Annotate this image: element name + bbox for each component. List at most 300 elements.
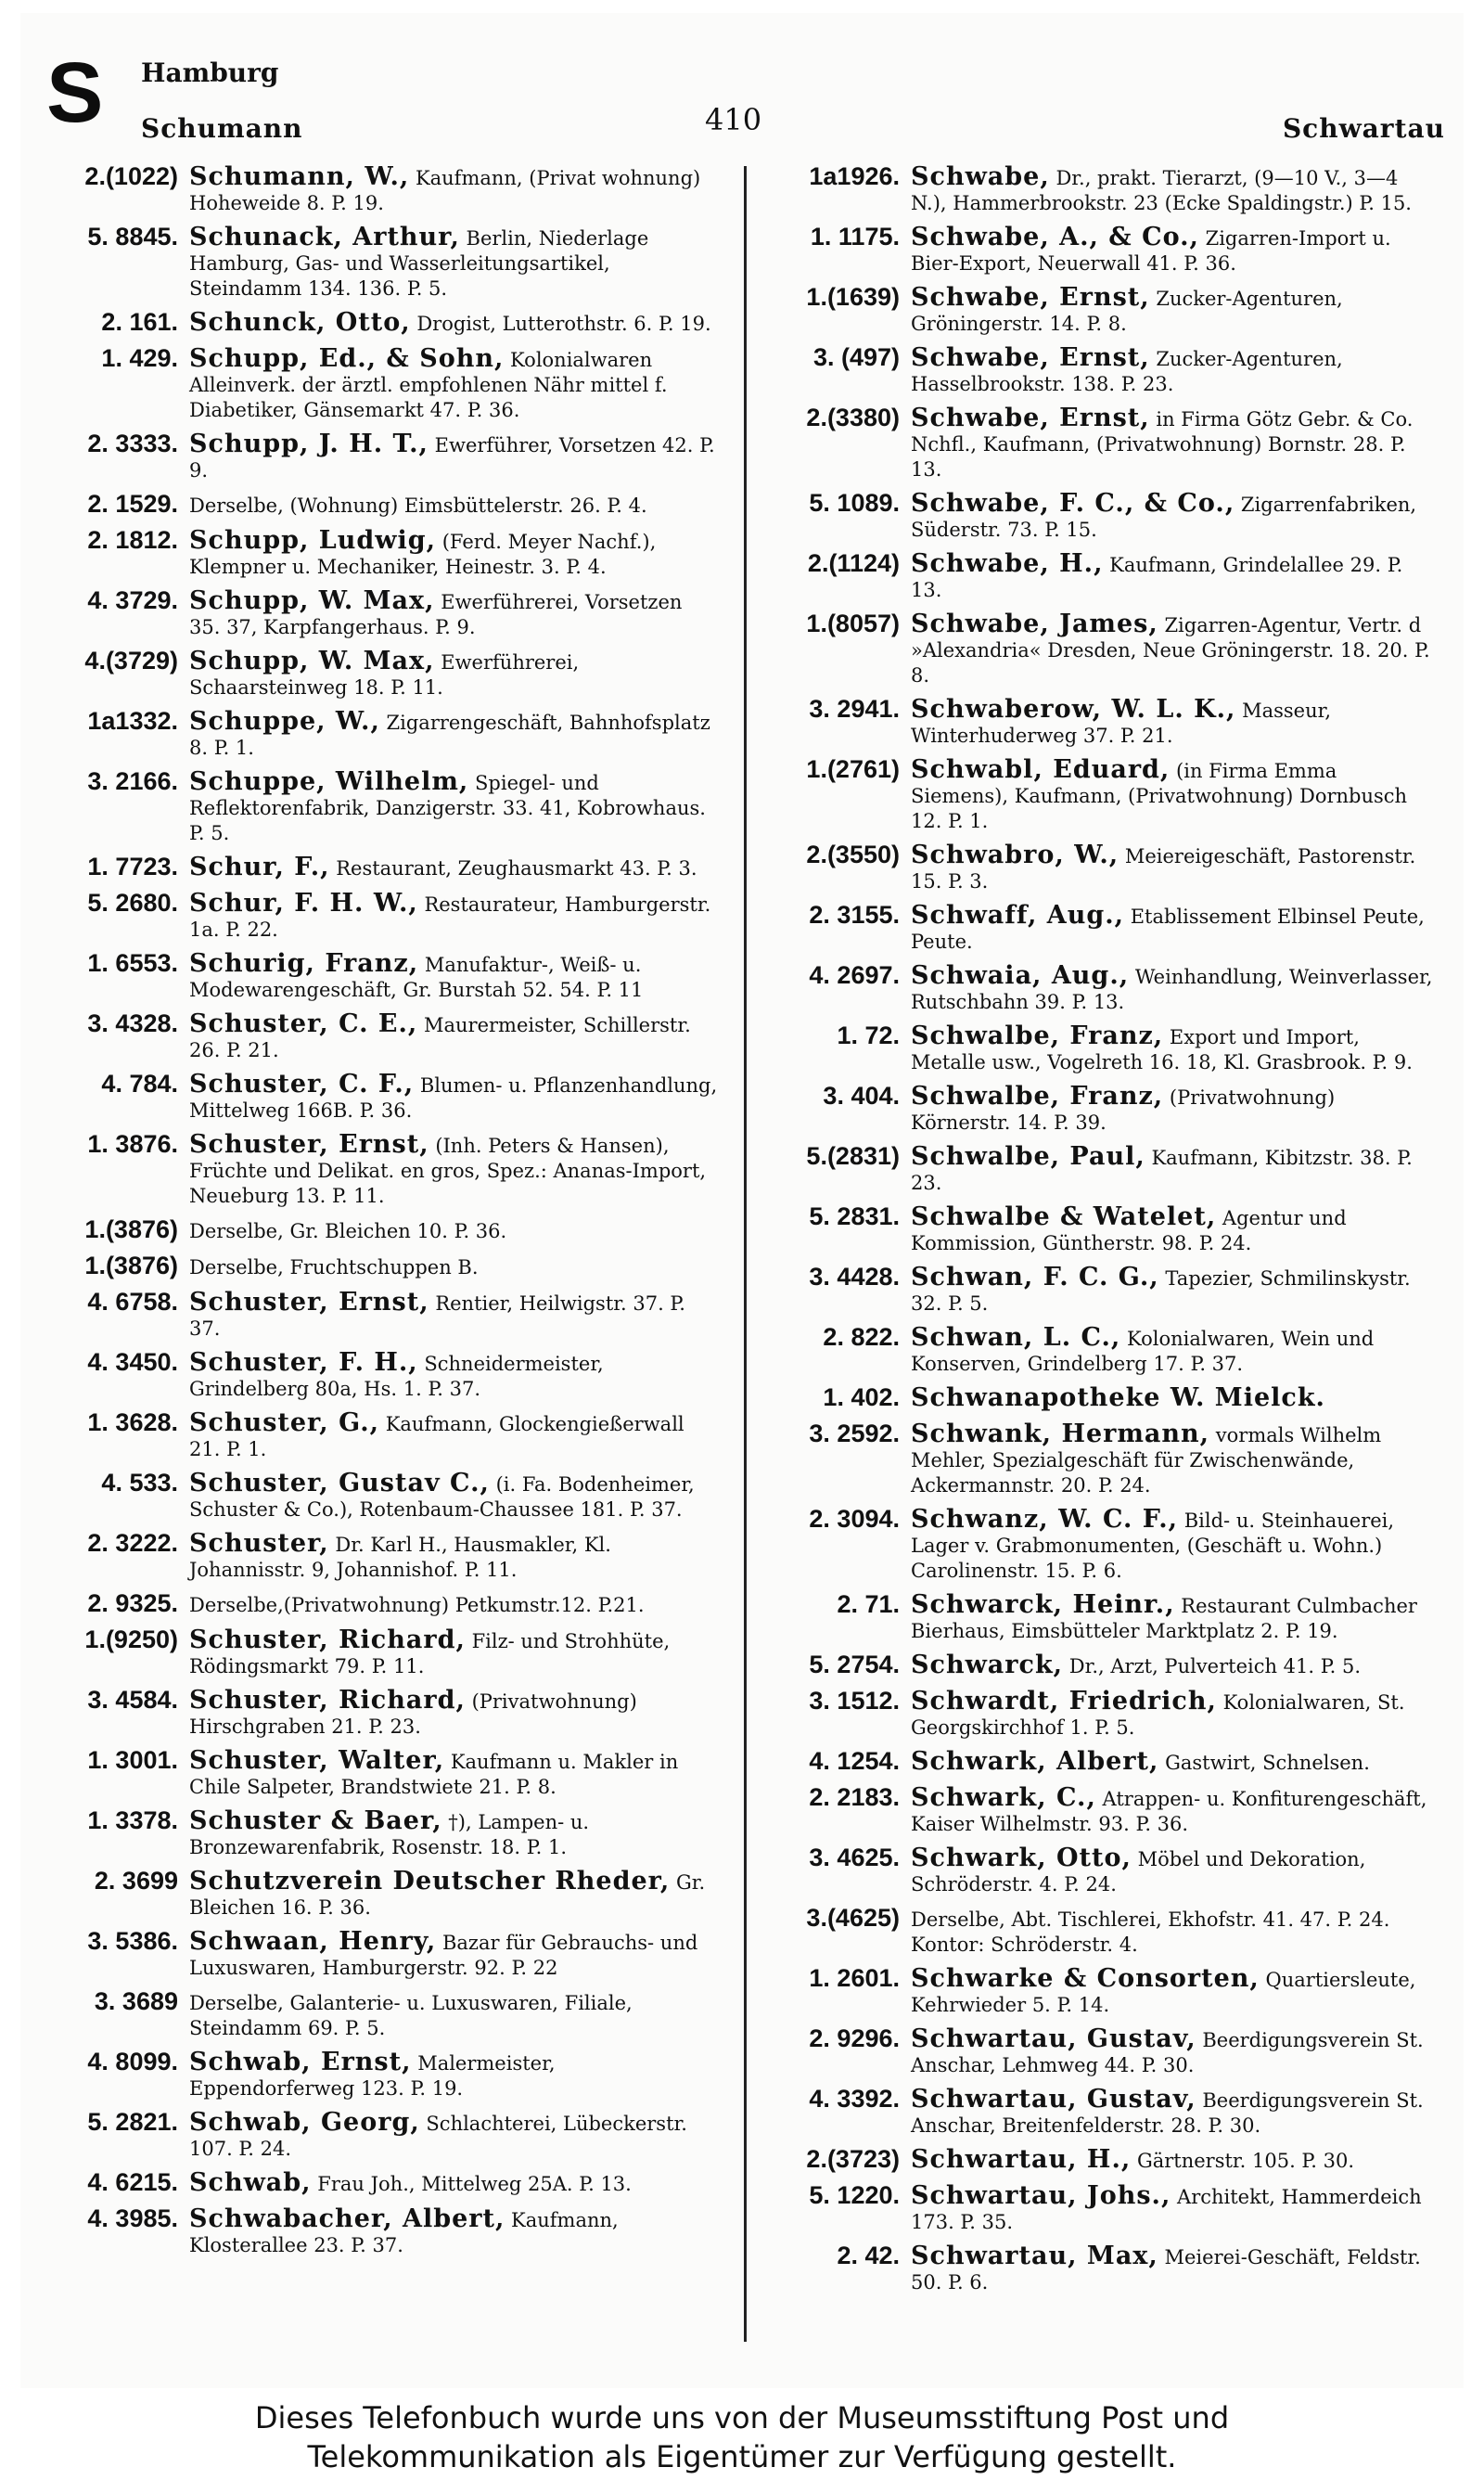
directory-entry	[762, 548, 1439, 603]
phone-number: 5. 2821.	[87, 2108, 178, 2136]
entry-name: Schwabe, Ernst,	[911, 404, 1150, 432]
directory-entry	[762, 2241, 1439, 2295]
entry-name: Schwartau, H.,	[911, 2145, 1132, 2174]
phone-number: 2.(1022)	[84, 162, 178, 190]
entry-name: Schwarck,	[911, 1651, 1064, 1679]
phone-number: 5. 2831.	[809, 1202, 900, 1230]
entry-details: Beerdigungsverein St. Anschar, Lehmweg 44. P. 30.	[911, 2029, 1424, 2076]
header-city: Hamburg	[141, 58, 279, 88]
entry-details: Derselbe, Galanterie- u. Luxuswaren, Filiale, Steindamm 69. P. 5.	[189, 1992, 633, 2039]
entry-name: Schwabe, A., & Co.,	[911, 223, 1199, 251]
directory-entry	[762, 1782, 1439, 1837]
phone-number: 1. 402.	[823, 1383, 900, 1411]
entry-name: Schwan, L. C.,	[911, 1323, 1121, 1352]
phone-number: 5. 8845.	[87, 223, 178, 251]
entry-name: Schunck, Otto,	[189, 308, 411, 337]
entry-text	[911, 1504, 1439, 1584]
phone-number: 1. 1175.	[810, 223, 900, 251]
directory-entry	[762, 161, 1439, 216]
entry-name: Schuster & Baer,	[189, 1806, 442, 1835]
entry-text	[911, 548, 1439, 603]
entry-details: Zigarrenfabriken, Süderstr. 73. P. 15.	[911, 494, 1417, 541]
directory-entry	[41, 948, 718, 1003]
phone-number: 4. 6215.	[87, 2168, 178, 2196]
entry-details: Dr., Arzt, Pulverteich 41. P. 5.	[1068, 1655, 1362, 1677]
entry-details: Derselbe,(Privatwohnung) Petkumstr.12. P.21.	[189, 1594, 645, 1616]
entry-details: (Privatwohnung) Körnerstr. 14. P. 39.	[911, 1086, 1336, 1134]
entry-text	[911, 1081, 1439, 1136]
entry-name: Schuster, C. F.,	[189, 1070, 415, 1099]
entry-text	[911, 1746, 1439, 1776]
entry-text	[189, 1129, 718, 1209]
phone-number: 1. 3628.	[87, 1408, 178, 1436]
entry-details: Kaufmann, Kibitzstr. 38. P. 23.	[911, 1147, 1413, 1194]
entry-details: Restaurant Culmbacher Bierhaus, Eimsbütteler Marktplatz 2. P. 19.	[911, 1595, 1417, 1642]
entry-text	[189, 2167, 718, 2197]
entry-details: Restaurateur, Hamburgerstr. 1a. P. 22.	[189, 893, 711, 941]
phone-number: 3. 4328.	[87, 1009, 178, 1037]
directory-entry	[41, 1528, 718, 1583]
directory-entry	[762, 1650, 1439, 1680]
entry-name: Schunack, Arthur,	[189, 223, 460, 251]
phone-number: 3. 2592.	[809, 1420, 900, 1447]
entry-details: Restaurant, Zeughausmarkt 43. P. 3.	[336, 857, 697, 880]
directory-entry	[762, 1746, 1439, 1777]
entry-text	[189, 852, 718, 881]
entry-text	[911, 900, 1439, 955]
entry-text	[189, 1588, 718, 1618]
entry-text	[911, 2144, 1439, 2174]
phone-number: 2.(3380)	[806, 404, 900, 431]
entry-name: Schuster, Ernst,	[189, 1130, 429, 1159]
entry-details: Malermeister, Eppendorferweg 123. P. 19.	[189, 2052, 556, 2100]
entry-text	[911, 754, 1439, 834]
right-column	[762, 161, 1439, 2301]
entry-text	[189, 1069, 718, 1124]
entry-name: Schwartau, Gustav,	[911, 2085, 1196, 2114]
entry-text	[189, 161, 718, 216]
entry-text	[189, 1468, 718, 1523]
entry-details: Derselbe, Gr. Bleichen 10. P. 36.	[189, 1220, 507, 1242]
phone-number: 4. 3392.	[809, 2085, 900, 2113]
phone-number: 2.(1124)	[807, 549, 900, 577]
phone-number: 3. 3689	[94, 1987, 178, 2015]
entry-name: Schuster,	[189, 1529, 329, 1558]
directory-entry	[41, 1129, 718, 1209]
phone-number: 4. 6758.	[87, 1288, 178, 1316]
directory-entry	[762, 1081, 1439, 1136]
directory-entry	[41, 766, 718, 846]
entry-text	[189, 1685, 718, 1740]
entry-text	[911, 2180, 1439, 2235]
entry-name: Schupp, Ed., & Sohn,	[189, 344, 505, 373]
entry-details: Export und Import, Metalle usw., Vogelreth 16. 18, Kl. Grasbrook. P. 9.	[911, 1026, 1413, 1073]
phone-number: 1. 3876.	[87, 1130, 178, 1158]
entry-text	[911, 1843, 1439, 1897]
phone-number: 1. 3001.	[87, 1746, 178, 1774]
entry-name: Schupp, J. H. T.,	[189, 430, 429, 458]
entry-name: Schwab, Ernst,	[189, 2048, 412, 2076]
entry-details: Kolonialwaren, Wein und Konserven, Grindelberg 17. P. 37.	[911, 1328, 1375, 1375]
entry-text	[189, 489, 718, 519]
header-last-name: Schwartau	[1282, 113, 1445, 144]
entry-name: Schuster, Gustav C.,	[189, 1469, 490, 1497]
directory-entry	[762, 1201, 1439, 1256]
phone-number: 1. 72.	[837, 1022, 900, 1049]
entry-details: (in Firma Emma Siemens), Kaufmann, (Privatwohnung) Dornbusch 12. P. 1.	[911, 760, 1408, 832]
entry-details: Zigarren-Import u. Bier-Export, Neuerwall 41. P. 36.	[911, 227, 1391, 275]
entry-text	[911, 609, 1439, 688]
entry-text	[911, 2024, 1439, 2078]
phone-number: 2. 3699	[94, 1867, 178, 1895]
directory-entry	[41, 2047, 718, 2101]
entry-name: Schupp, W. Max,	[189, 647, 435, 675]
entry-text	[911, 1021, 1439, 1075]
entry-text	[911, 840, 1439, 894]
phone-number: 2. 161.	[101, 308, 178, 336]
entry-text	[911, 1589, 1439, 1644]
directory-entry	[762, 840, 1439, 894]
phone-number: 3. 4584.	[87, 1686, 178, 1714]
phone-number: 2. 1812.	[87, 526, 178, 554]
entry-name: Schwanapotheke W. Mielck.	[911, 1383, 1325, 1412]
entry-name: Schwalbe, Franz,	[911, 1022, 1164, 1050]
directory-entry	[762, 1021, 1439, 1075]
phone-number: 4.(3729)	[84, 647, 178, 675]
entry-text	[911, 161, 1439, 216]
directory-entry	[41, 1251, 718, 1281]
phone-number: 1. 429.	[101, 344, 178, 372]
phone-number: 2.(3723)	[806, 2145, 900, 2173]
entry-name: Schwartau, Max,	[911, 2242, 1158, 2270]
entry-details: Blumen- u. Pflanzenhandlung, Mittelweg 166B. P. 36.	[189, 1074, 718, 1122]
phone-number: 5. 1089.	[809, 489, 900, 517]
section-letter: S	[46, 45, 104, 140]
directory-entry	[41, 1468, 718, 1523]
entry-text	[189, 1625, 718, 1679]
entry-text	[911, 1650, 1439, 1679]
phone-number: 1. 2601.	[809, 1964, 900, 1992]
directory-entry	[762, 1262, 1439, 1317]
entry-details: Schlachterei, Lübeckerstr. 107. P. 24.	[189, 2113, 687, 2160]
entry-name: Schwabe,	[911, 162, 1050, 191]
entry-details: Filz- und Strohhüte, Rödingsmarkt 79. P. 11.	[189, 1630, 671, 1677]
entry-text	[911, 1782, 1439, 1837]
directory-entry	[762, 694, 1439, 749]
phone-number: 2. 1529.	[87, 490, 178, 518]
phone-number: 1.(2761)	[806, 755, 900, 783]
entry-text	[189, 1009, 718, 1063]
entry-text	[911, 1419, 1439, 1498]
directory-entry	[762, 1141, 1439, 1196]
entry-text	[189, 1745, 718, 1800]
directory-entry	[41, 852, 718, 882]
directory-entry	[41, 525, 718, 580]
entry-details: Dr., prakt. Tierarzt, (9—10 V., 3—4 N.), Hammerbrookstr. 23 (Ecke Spaldingstr.) P. 15.	[911, 167, 1412, 214]
entry-name: Schupp, W. Max,	[189, 586, 435, 615]
entry-text	[189, 1251, 718, 1280]
directory-entry	[41, 706, 718, 761]
entry-text	[911, 1963, 1439, 2018]
footer-line-1: Dieses Telefonbuch wurde uns von der Museumsstiftung Post und	[254, 2400, 1230, 2435]
entry-text	[911, 1201, 1439, 1256]
entry-text	[189, 1528, 718, 1583]
entry-text	[911, 1686, 1439, 1741]
entry-name: Schwardt, Friedrich,	[911, 1687, 1217, 1715]
phone-number: 4. 8099.	[87, 2048, 178, 2075]
directory-entry	[41, 343, 718, 423]
directory-page	[20, 13, 1464, 2388]
entry-text	[189, 2047, 718, 2101]
directory-entry	[41, 1685, 718, 1740]
entry-name: Schwark, Otto,	[911, 1844, 1132, 1872]
entry-name: Schwarck, Heinr.,	[911, 1590, 1175, 1619]
directory-entry	[41, 2107, 718, 2162]
phone-number: 3. 2166.	[87, 767, 178, 795]
entry-details: Quartiersleute, Kehrwieder 5. P. 14.	[911, 1969, 1416, 2016]
phone-number: 1.(9250)	[84, 1625, 178, 1653]
entry-text	[911, 403, 1439, 482]
entry-text	[189, 307, 718, 337]
phone-number: 1.(3876)	[84, 1252, 178, 1279]
entry-name: Schuster, Richard,	[189, 1686, 466, 1715]
entry-details: Architekt, Hammerdeich 173. P. 35.	[911, 2186, 1422, 2233]
phone-number: 4. 3729.	[87, 586, 178, 614]
entry-text	[189, 343, 718, 423]
entry-text	[911, 1141, 1439, 1196]
phone-number: 1. 6553.	[87, 949, 178, 977]
entry-details: Zucker-Agenturen, Gröningerstr. 14. P. 8.	[911, 288, 1343, 335]
directory-entry	[762, 2180, 1439, 2235]
entry-text	[189, 1805, 718, 1860]
footer-notice	[0, 2398, 1484, 2476]
phone-number: 2. 3094.	[809, 1505, 900, 1533]
entry-details: Gastwirt, Schnelsen.	[1165, 1752, 1370, 1774]
phone-number: 3. (497)	[812, 343, 900, 371]
directory-entry	[41, 646, 718, 700]
phone-number: 1. 3378.	[87, 1806, 178, 1834]
entry-details: (Privatwohnung) Hirschgraben 21. P. 23.	[189, 1690, 637, 1738]
phone-number: 1.(3876)	[84, 1215, 178, 1243]
entry-name: Schur, F.,	[189, 853, 330, 881]
entry-name: Schuster, C. E.,	[189, 1009, 418, 1038]
entry-name: Schwalbe & Watelet,	[911, 1202, 1217, 1231]
directory-entry	[762, 1903, 1439, 1958]
entry-details: Zigarrengeschäft, Bahnhofsplatz 8. P. 1.	[189, 712, 710, 759]
phone-number: 4. 3985.	[87, 2204, 178, 2232]
entry-name: Schuster, Richard,	[189, 1625, 466, 1654]
entry-text	[189, 2204, 718, 2258]
entry-name: Schuppe, W.,	[189, 707, 380, 736]
entry-details: Atrappen- u. Konfiturengeschäft, Kaiser Wilhelmstr. 93. P. 36.	[911, 1788, 1427, 1835]
entry-details: Tapezier, Schmilinskystr. 32. P. 5.	[911, 1267, 1411, 1315]
entry-details: Kaufmann, Grindelallee 29. P. 13.	[911, 554, 1403, 601]
entry-text	[911, 222, 1439, 276]
entry-details: Möbel und Dekoration, Schröderstr. 4. P. 24.	[911, 1848, 1366, 1895]
entry-name: Schwaan, Henry,	[189, 1927, 437, 1956]
entry-text	[911, 1322, 1439, 1377]
entry-details: Kolonialwaren Alleinverk. der ärztl. empfohlenen Nähr mittel f. Diabetiker, Gänsemarkt 47. P. 36.	[189, 349, 668, 421]
entry-details: Bild- u. Steinhauerei, Lager v. Grabmonumenten, (Geschäft u. Wohn.) Carolinenstr. 15. P. 6.	[911, 1510, 1395, 1582]
directory-entry	[41, 2204, 718, 2258]
directory-entry	[41, 161, 718, 216]
directory-entry	[41, 1407, 718, 1462]
directory-entry	[41, 1625, 718, 1679]
directory-entry	[762, 1686, 1439, 1741]
column-divider	[744, 166, 747, 2342]
entry-name: Schwaberow, W. L. K.,	[911, 695, 1236, 724]
phone-number: 2. 822.	[823, 1323, 900, 1351]
page-number: 410	[705, 102, 762, 137]
entry-details: Etablissement Elbinsel Peute, Peute.	[911, 906, 1425, 953]
entry-details: Meiereigeschäft, Pastorenstr. 15. P. 3.	[911, 845, 1416, 893]
entry-name: Schur, F. H. W.,	[189, 889, 418, 918]
directory-entry	[41, 1805, 718, 1860]
entry-text	[189, 525, 718, 580]
directory-entry	[41, 888, 718, 943]
phone-number: 2. 2183.	[809, 1783, 900, 1811]
directory-entry	[762, 403, 1439, 482]
phone-number: 1a1332.	[87, 707, 178, 735]
entry-name: Schwabe, Ernst,	[911, 343, 1150, 372]
entry-name: Schwab, Georg,	[189, 2108, 420, 2137]
footer-line-2: Telekommunikation als Eigentümer zur Verfügung gestellt.	[307, 2439, 1177, 2474]
entry-details: (Inh. Peters & Hansen), Früchte und Delikat. en gros, Spez.: Ananas-Import, Neueburg 13. P. 11.	[189, 1135, 707, 1207]
directory-entry	[41, 307, 718, 338]
directory-entry	[41, 222, 718, 302]
entry-text	[911, 1382, 1439, 1412]
directory-entry	[762, 900, 1439, 955]
entry-name: Schwan, F. C. G.,	[911, 1263, 1159, 1291]
phone-number: 2. 3155.	[809, 901, 900, 929]
entry-details: Maurermeister, Schillerstr. 26. P. 21.	[189, 1014, 691, 1061]
page-header	[20, 13, 1464, 152]
entry-details: Meierei-Geschäft, Feldstr. 50. P. 6.	[911, 2246, 1421, 2294]
phone-number: 3. 1512.	[809, 1687, 900, 1715]
entry-name: Schwalbe, Paul,	[911, 1142, 1145, 1171]
entry-name: Schwabro, W.,	[911, 841, 1119, 869]
phone-number: 5. 2680.	[87, 889, 178, 917]
directory-entry	[41, 1069, 718, 1124]
entry-details: Ewerführer, Vorsetzen 42. P. 9.	[189, 434, 715, 482]
phone-number: 3. 5386.	[87, 1927, 178, 1955]
entry-details: (i. Fa. Bodenheimer, Schuster & Co.), Rotenbaum-Chaussee 181. P. 37.	[189, 1473, 695, 1521]
directory-entry	[762, 2084, 1439, 2139]
entry-name: Schwartau, Johs.,	[911, 2181, 1171, 2210]
entry-details: Manufaktur-, Weiß- u. Modewarengeschäft, Gr. Burstah 52. 54. P. 11	[189, 954, 644, 1001]
entry-name: Schwabe, Ernst,	[911, 283, 1150, 312]
entry-details: Dr. Karl H., Hausmakler, Kl. Johannisstr. 9, Johannishof. P. 11.	[189, 1534, 611, 1581]
entry-details: Derselbe, Abt. Tischlerei, Ekhofstr. 41. 47. P. 24. Kontor: Schröderstr. 4.	[911, 1908, 1390, 1956]
directory-entry	[762, 960, 1439, 1015]
entry-details: Kaufmann, (Privat wohnung) Hoheweide 8. P. 19.	[189, 167, 701, 214]
entry-text	[189, 948, 718, 1003]
phone-number: 1.(1639)	[806, 283, 900, 311]
entry-text	[189, 646, 718, 700]
entry-text	[189, 1986, 718, 2041]
entry-name: Schuster, F. H.,	[189, 1348, 418, 1377]
entry-name: Schwanz, W. C. F.,	[911, 1505, 1179, 1534]
entry-text	[911, 488, 1439, 543]
entry-name: Schwabe, James,	[911, 610, 1158, 638]
entry-text	[911, 1262, 1439, 1317]
directory-entry	[762, 754, 1439, 834]
entry-details: vormals Wilhelm Mehler, Spezialgeschäft für Zwischenwände, Ackermannstr. 20. P. 24.	[911, 1424, 1382, 1497]
phone-number: 2. 9296.	[809, 2024, 900, 2052]
entry-text	[911, 1903, 1439, 1958]
entry-details: Kaufmann, Glockengießerwall 21. P. 1.	[189, 1413, 684, 1460]
entry-details: Kolonialwaren, St. Georgskirchhof 1. P. 5.	[911, 1691, 1405, 1739]
entry-text	[189, 1287, 718, 1342]
phone-number: 4. 2697.	[809, 961, 900, 989]
entry-details: Derselbe, Fruchtschuppen B.	[189, 1256, 479, 1279]
directory-entry	[41, 1009, 718, 1063]
entry-details: Agentur und Kommission, Güntherstr. 98. P. 24.	[911, 1207, 1347, 1254]
entry-details: Weinhandlung, Weinverlasser, Rutschbahn 39. P. 13.	[911, 966, 1433, 1013]
entry-name: Schutzverein Deutscher Rheder,	[189, 1867, 671, 1895]
directory-entry	[41, 1986, 718, 2041]
phone-number: 2. 9325.	[87, 1589, 178, 1617]
directory-entry	[41, 2167, 718, 2198]
entry-text	[189, 888, 718, 943]
entry-details: Drogist, Lutterothstr. 6. P. 19.	[416, 313, 711, 335]
entry-name: Schwabl, Eduard,	[911, 755, 1171, 784]
phone-number: 2. 71.	[837, 1590, 900, 1618]
phone-number: 1a1926.	[809, 162, 900, 190]
phone-number: 3. 4625.	[809, 1844, 900, 1871]
entry-text	[911, 694, 1439, 749]
entry-text	[911, 282, 1439, 337]
entry-details: Bazar für Gebrauchs- und Luxuswaren, Hamburgerstr. 92. P. 22	[189, 1932, 698, 1979]
entry-name: Schwarke & Consorten,	[911, 1964, 1260, 1993]
entry-text	[189, 766, 718, 846]
entry-name: Schwabacher, Albert,	[189, 2204, 505, 2233]
entry-details: Gärtnerstr. 105. P. 30.	[1136, 2150, 1355, 2172]
phone-number: 1. 7723.	[87, 853, 178, 880]
entry-details: (Ferd. Meyer Nachf.), Klempner u. Mechaniker, Heinestr. 3. P. 4.	[189, 531, 657, 578]
entry-details: Zucker-Agenturen, Hasselbrookstr. 138. P. 23.	[911, 348, 1343, 395]
entry-details: Frau Joh., Mittelweg 25A. P. 13.	[317, 2173, 632, 2195]
directory-entry	[41, 489, 718, 520]
directory-entry	[762, 488, 1439, 543]
entry-name: Schurig, Franz,	[189, 949, 419, 978]
entry-text	[189, 585, 718, 640]
header-first-name: Schumann	[141, 113, 303, 144]
phone-number: 2. 3222.	[87, 1529, 178, 1557]
directory-entry	[41, 1588, 718, 1619]
directory-entry	[762, 1419, 1439, 1498]
entry-details: Kaufmann, Klosterallee 23. P. 37.	[189, 2209, 619, 2256]
entry-details: in Firma Götz Gebr. & Co. Nchfl., Kaufmann, (Privatwohnung) Bornstr. 28. P. 13.	[911, 408, 1414, 481]
entry-details: †), Lampen- u. Bronzewarenfabrik, Rosenstr. 18. P. 1.	[189, 1811, 590, 1858]
entry-text	[911, 2241, 1439, 2295]
entry-name: Schuster, Ernst,	[189, 1288, 429, 1317]
entry-name: Schwabe, F. C., & Co.,	[911, 489, 1235, 518]
entry-details: Masseur, Winterhuderweg 37. P. 21.	[911, 700, 1332, 747]
entry-name: Schwaia, Aug.,	[911, 961, 1130, 990]
phone-number: 5. 2754.	[809, 1651, 900, 1678]
entry-details: Kaufmann u. Makler in Chile Salpeter, Brandstwiete 21. P. 8.	[189, 1751, 679, 1798]
phone-number: 1.(8057)	[806, 610, 900, 637]
phone-number: 2.(3550)	[806, 841, 900, 868]
entry-text	[911, 2084, 1439, 2139]
directory-entry	[41, 585, 718, 640]
entry-text	[189, 706, 718, 761]
entry-name: Schuster, Walter,	[189, 1746, 445, 1775]
phone-number: 5. 1220.	[809, 2181, 900, 2209]
entry-name: Schumann, W.,	[189, 162, 410, 191]
entry-text	[189, 429, 718, 483]
